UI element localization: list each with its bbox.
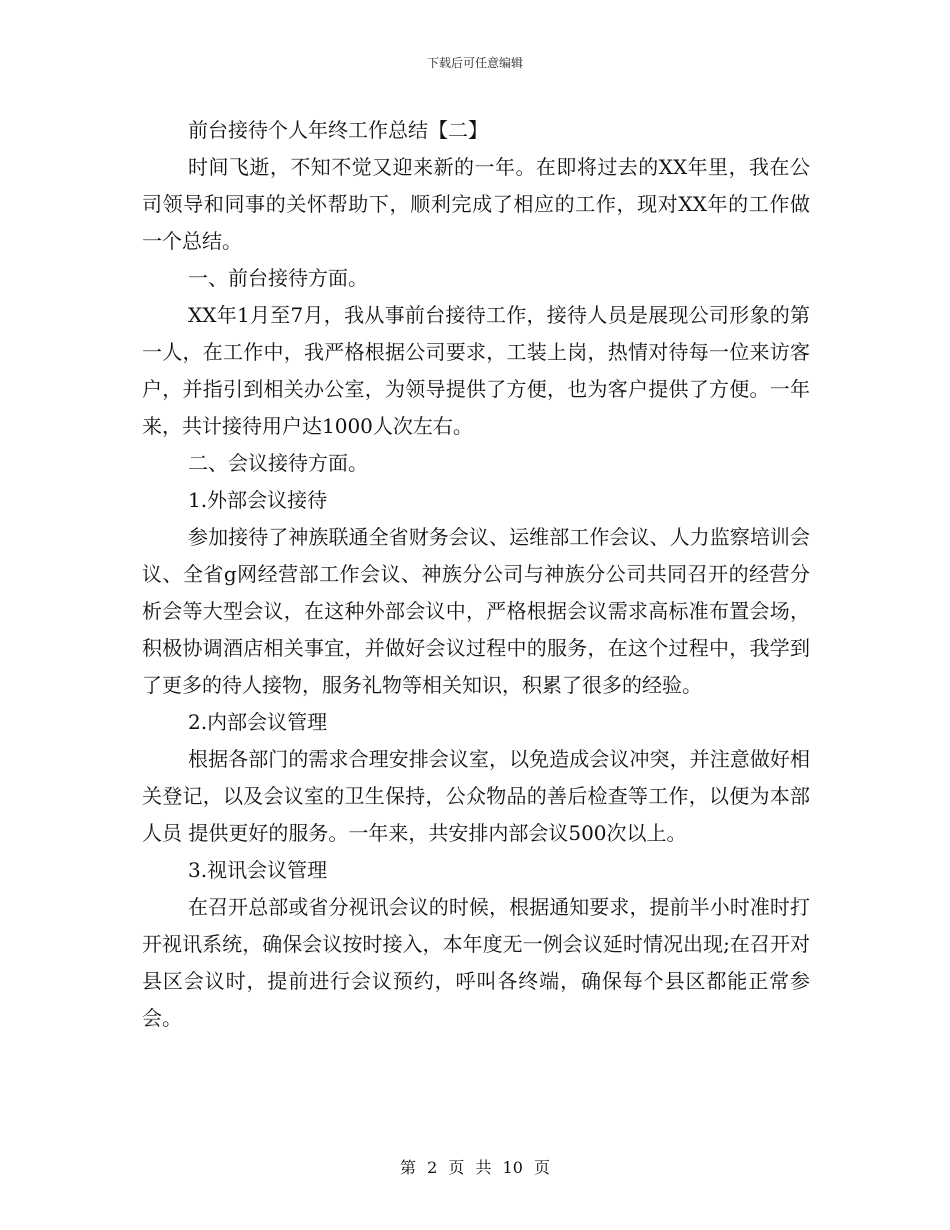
paragraph-internal-meetings: 根据各部门的需求合理安排会议室，以免造成会议冲突，并注意做好相关登记，以及会议室的卫生保持，公众物品的善后检查等工作，以便为本部人员 提供更好的服务。一年来，共安排内部会议500次以上。: [142, 747, 810, 845]
paragraph-intro: 时间飞逝，不知不觉又迎来新的一年。在即将过去的XX年里，我在公司领导和同事的关怀帮助下，顺利完成了相应的工作，现对XX年的工作做一个总结。: [142, 155, 810, 253]
subheading-video-meetings: 3.视讯会议管理: [188, 858, 328, 882]
paragraph-reception: XX年1月至7月，我从事前台接待工作，接待人员是展现公司形象的第一人，在工作中，我严格根据公司要求，工装上岗，热情对待每一位来访客户，并指引到相关办公室，为领导提供了方便，也为客户提供了方便。一年来，共计接待用户达1000人次左右。: [142, 303, 810, 438]
subheading-internal-meetings: 2.内部会议管理: [188, 710, 328, 734]
section-heading-meetings: 二、会议接待方面。: [188, 451, 368, 475]
subheading-external-meetings: 1.外部会议接待: [188, 488, 328, 512]
paragraph-video-meetings: 在召开总部或省分视讯会议的时候，根据通知要求，提前半小时准时打开视讯系统，确保会议按时接入，本年度无一例会议延时情况出现;在召开对县区会议时，提前进行会议预约，呼叫各终端，确保每个县区都能正常参会。: [142, 895, 810, 1030]
page-header-note: 下载后可任意编辑: [426, 56, 523, 70]
section-heading-reception: 一、前台接待方面。: [188, 266, 368, 290]
paragraph-external-meetings: 参加接待了神族联通全省财务会议、运维部工作会议、人力监察培训会议、全省g网经营部工作会议、神族分公司与神族分公司共同召开的经营分析会等大型会议，在这种外部会议中，严格根据会议需求高标准布置会场，积极协调酒店相关事宜，并做好会议过程中的服务，在这个过程中，我学到了更多的待人接物，服务礼物等相关知识，积累了很多的经验。: [142, 525, 810, 697]
document-title: 前台接待个人年终工作总结【二】: [188, 118, 488, 142]
document-body: [142, 112, 810, 1037]
page-number-footer: 第 2 页 共 10 页: [400, 1158, 550, 1177]
